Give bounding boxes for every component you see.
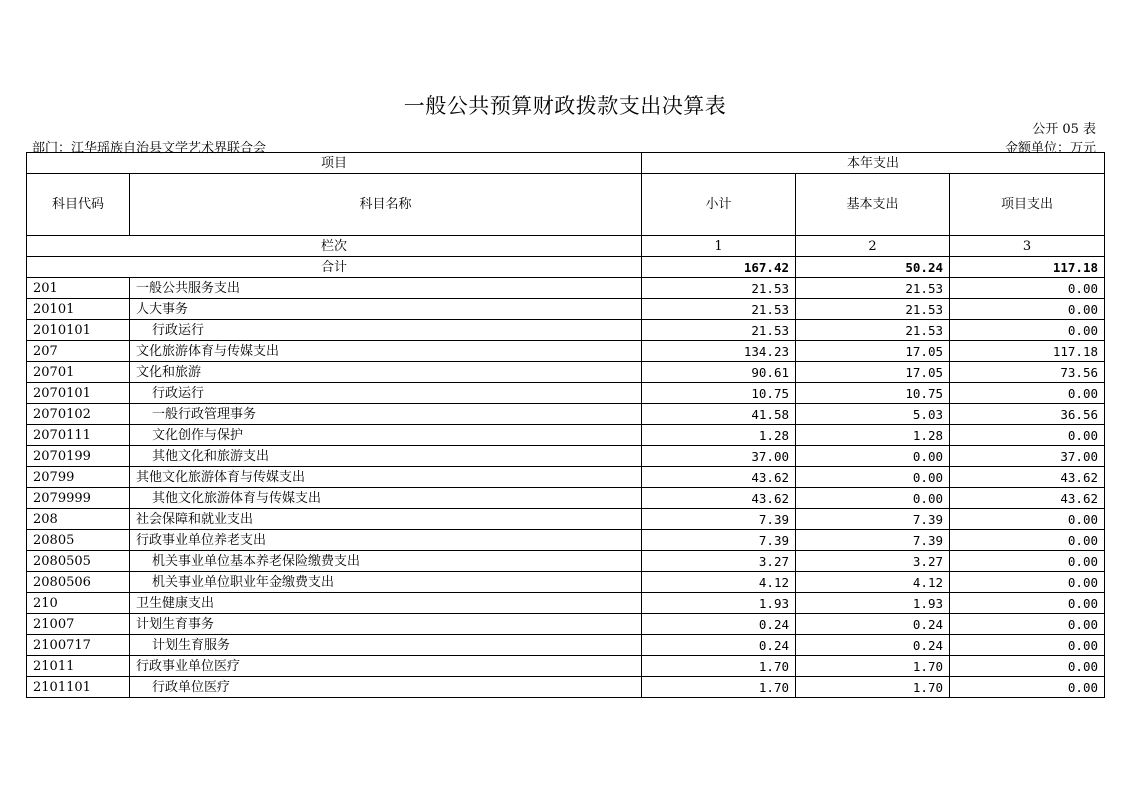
- row-basic: 5.03: [796, 404, 950, 425]
- header-row-1: [27, 153, 1105, 174]
- row-basic: 10.75: [796, 383, 950, 404]
- row-project: 0.00: [950, 278, 1105, 299]
- row-subtotal: 134.23: [642, 341, 796, 362]
- row-project: 0.00: [950, 656, 1105, 677]
- row-project: 117.18: [950, 341, 1105, 362]
- row-name: 文化和旅游: [130, 362, 642, 383]
- column-number-2: 2: [796, 236, 950, 257]
- amount-unit-label: 金额单位：万元: [1004, 141, 1096, 156]
- table-row: [27, 362, 1105, 383]
- row-code: 207: [27, 341, 130, 362]
- row-basic: 4.12: [796, 572, 950, 593]
- row-basic: 21.53: [796, 320, 950, 341]
- row-name: 行政事业单位医疗: [130, 656, 642, 677]
- row-code: 2070102: [27, 404, 130, 425]
- table-row: [27, 320, 1105, 341]
- row-basic: 17.05: [796, 341, 950, 362]
- row-basic: 21.53: [796, 278, 950, 299]
- table-row: [27, 572, 1105, 593]
- row-project: 0.00: [950, 551, 1105, 572]
- row-project: 0.00: [950, 677, 1105, 698]
- row-code: 2070111: [27, 425, 130, 446]
- table-row: [27, 551, 1105, 572]
- table-row: [27, 530, 1105, 551]
- row-subtotal: 1.70: [642, 677, 796, 698]
- row-code: 2080506: [27, 572, 130, 593]
- row-name: 计划生育事务: [130, 614, 642, 635]
- row-basic: 3.27: [796, 551, 950, 572]
- header-subtotal: 小计: [642, 174, 796, 236]
- header-row-2: [27, 174, 1105, 236]
- row-name: 人大事务: [130, 299, 642, 320]
- row-name: 一般公共服务支出: [130, 278, 642, 299]
- row-name: 机关事业单位职业年金缴费支出: [130, 572, 642, 593]
- table-row: [27, 635, 1105, 656]
- row-name: 行政运行: [130, 383, 642, 404]
- page-title: 一般公共预算财政拨款支出决算表: [403, 94, 727, 118]
- row-project: 37.00: [950, 446, 1105, 467]
- table-row: [27, 404, 1105, 425]
- row-basic: 0.00: [796, 467, 950, 488]
- row-code: 2100717: [27, 635, 130, 656]
- row-subtotal: 3.27: [642, 551, 796, 572]
- row-subtotal: 21.53: [642, 320, 796, 341]
- row-subtotal: 43.62: [642, 488, 796, 509]
- table-row: [27, 509, 1105, 530]
- row-subtotal: 21.53: [642, 278, 796, 299]
- total-subtotal: 167.42: [642, 257, 796, 278]
- row-basic: 0.24: [796, 635, 950, 656]
- row-project: 73.56: [950, 362, 1105, 383]
- table-row: [27, 425, 1105, 446]
- row-subtotal: 7.39: [642, 530, 796, 551]
- row-code: 2010101: [27, 320, 130, 341]
- form-number: 公开 05 表: [1032, 122, 1096, 137]
- row-subtotal: 90.61: [642, 362, 796, 383]
- header-basic: 基本支出: [796, 174, 950, 236]
- row-code: 20805: [27, 530, 130, 551]
- table-row: [27, 299, 1105, 320]
- row-project: 0.00: [950, 530, 1105, 551]
- row-subtotal: 37.00: [642, 446, 796, 467]
- row-subtotal: 1.70: [642, 656, 796, 677]
- row-subtotal: 0.24: [642, 635, 796, 656]
- row-name: 行政运行: [130, 320, 642, 341]
- row-project: 0.00: [950, 383, 1105, 404]
- row-name: 其他文化和旅游支出: [130, 446, 642, 467]
- row-code: 2070199: [27, 446, 130, 467]
- row-subtotal: 41.58: [642, 404, 796, 425]
- total-project: 117.18: [950, 257, 1105, 278]
- row-code: 20799: [27, 467, 130, 488]
- row-subtotal: 43.62: [642, 467, 796, 488]
- table-row: [27, 446, 1105, 467]
- row-basic: 1.70: [796, 677, 950, 698]
- row-code: 21007: [27, 614, 130, 635]
- row-code: 2070101: [27, 383, 130, 404]
- row-name: 文化创作与保护: [130, 425, 642, 446]
- table-row: [27, 278, 1105, 299]
- total-row: [27, 257, 1105, 278]
- row-name: 文化旅游体育与传媒支出: [130, 341, 642, 362]
- total-label: 合计: [27, 257, 642, 278]
- row-code: 208: [27, 509, 130, 530]
- row-basic: 1.93: [796, 593, 950, 614]
- row-subtotal: 7.39: [642, 509, 796, 530]
- row-code: 201: [27, 278, 130, 299]
- column-number-row: [27, 236, 1105, 257]
- table-row: [27, 383, 1105, 404]
- row-subtotal: 4.12: [642, 572, 796, 593]
- table-row: [27, 467, 1105, 488]
- row-project: 0.00: [950, 509, 1105, 530]
- row-project: 36.56: [950, 404, 1105, 425]
- header-project: 项目: [27, 153, 642, 174]
- table-row: [27, 614, 1105, 635]
- row-project: 0.00: [950, 572, 1105, 593]
- row-name: 卫生健康支出: [130, 593, 642, 614]
- row-basic: 0.00: [796, 446, 950, 467]
- row-name: 机关事业单位基本养老保险缴费支出: [130, 551, 642, 572]
- row-name: 行政事业单位养老支出: [130, 530, 642, 551]
- row-project: 43.62: [950, 467, 1105, 488]
- row-project: 0.00: [950, 425, 1105, 446]
- row-subtotal: 1.93: [642, 593, 796, 614]
- row-basic: 0.00: [796, 488, 950, 509]
- row-name: 行政单位医疗: [130, 677, 642, 698]
- column-number-3: 3: [950, 236, 1105, 257]
- row-name: 其他文化旅游体育与传媒支出: [130, 467, 642, 488]
- row-code: 210: [27, 593, 130, 614]
- header-name: 科目名称: [130, 174, 642, 236]
- row-subtotal: 1.28: [642, 425, 796, 446]
- table-row: [27, 341, 1105, 362]
- row-project: 0.00: [950, 593, 1105, 614]
- row-subtotal: 21.53: [642, 299, 796, 320]
- row-name: 其他文化旅游体育与传媒支出: [130, 488, 642, 509]
- row-basic: 17.05: [796, 362, 950, 383]
- column-number-1: 1: [642, 236, 796, 257]
- expenditure-table: [26, 152, 1105, 698]
- row-code: 21011: [27, 656, 130, 677]
- row-subtotal: 0.24: [642, 614, 796, 635]
- row-basic: 1.28: [796, 425, 950, 446]
- row-name: 社会保障和就业支出: [130, 509, 642, 530]
- table-row: [27, 593, 1105, 614]
- row-code: 2101101: [27, 677, 130, 698]
- row-subtotal: 10.75: [642, 383, 796, 404]
- row-project: 0.00: [950, 320, 1105, 341]
- row-project: 0.00: [950, 614, 1105, 635]
- row-code: 2080505: [27, 551, 130, 572]
- row-basic: 1.70: [796, 656, 950, 677]
- row-project: 43.62: [950, 488, 1105, 509]
- row-code: 20101: [27, 299, 130, 320]
- row-name: 计划生育服务: [130, 635, 642, 656]
- total-basic: 50.24: [796, 257, 950, 278]
- row-basic: 7.39: [796, 530, 950, 551]
- row-basic: 21.53: [796, 299, 950, 320]
- header-project-expense: 项目支出: [950, 174, 1105, 236]
- row-code: 20701: [27, 362, 130, 383]
- row-project: 0.00: [950, 299, 1105, 320]
- row-name: 一般行政管理事务: [130, 404, 642, 425]
- department-label: 部门：江华瑶族自治县文学艺术界联合会: [32, 141, 267, 156]
- header-code: 科目代码: [27, 174, 130, 236]
- header-current-year: 本年支出: [642, 153, 1105, 174]
- row-code: 2079999: [27, 488, 130, 509]
- table-row: [27, 488, 1105, 509]
- row-project: 0.00: [950, 635, 1105, 656]
- table-row: [27, 677, 1105, 698]
- row-basic: 7.39: [796, 509, 950, 530]
- table-row: [27, 656, 1105, 677]
- column-label: 栏次: [27, 236, 642, 257]
- row-basic: 0.24: [796, 614, 950, 635]
